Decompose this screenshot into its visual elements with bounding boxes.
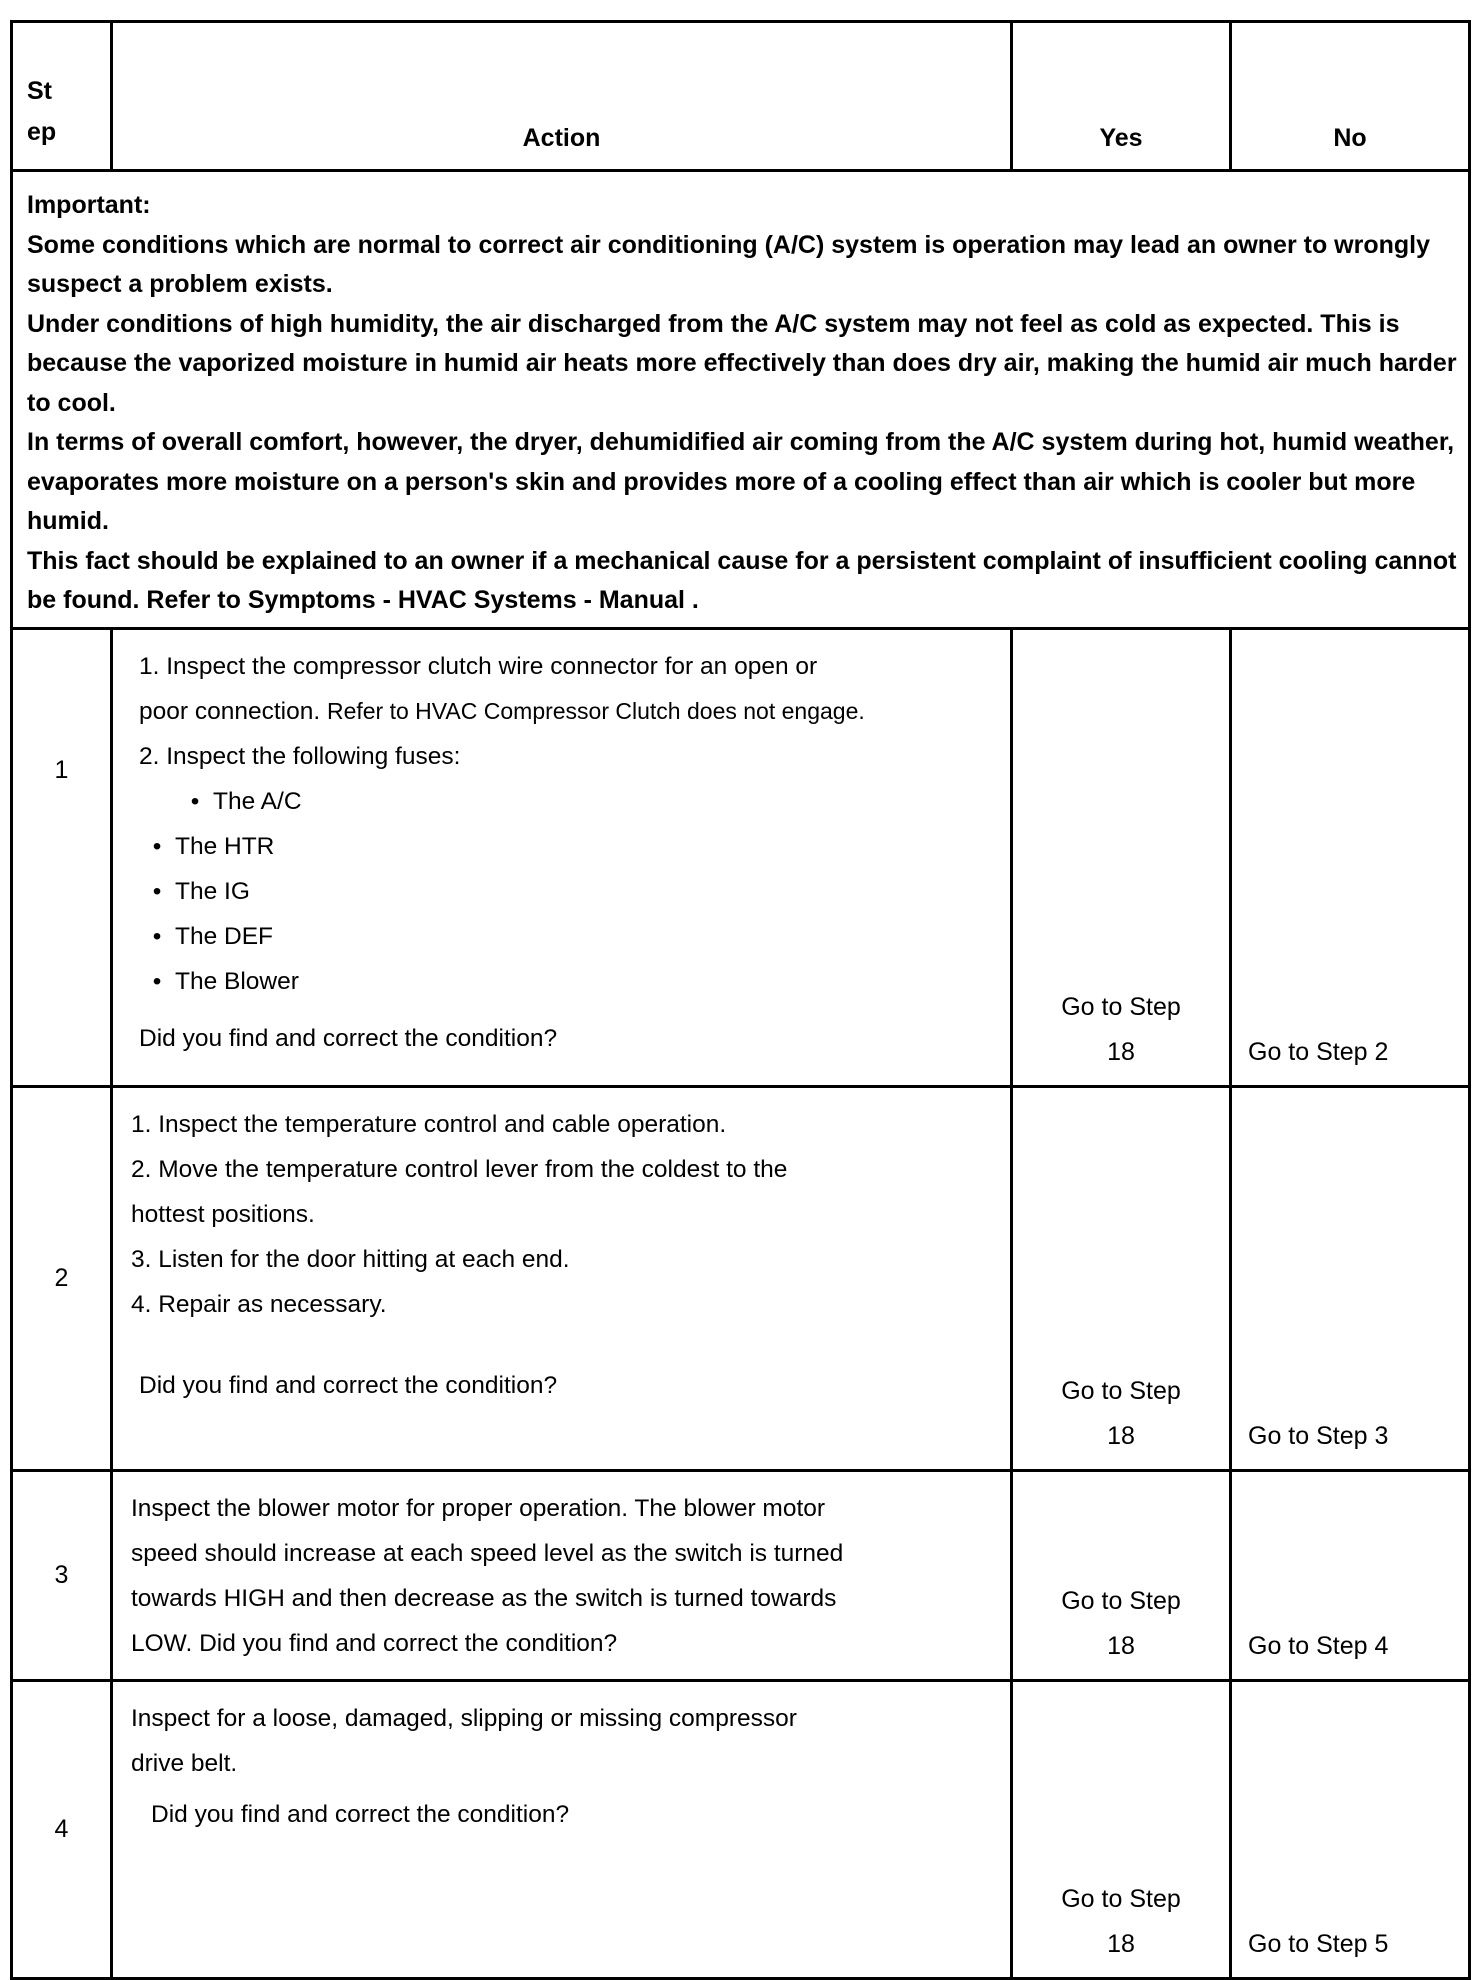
step-yes: Go to Step 18: [1012, 1470, 1231, 1680]
step-action: [112, 1680, 1012, 1978]
fuse-item: • The DEF: [131, 914, 998, 959]
important-row: [12, 171, 1470, 629]
action-line: 4. Repair as necessary.: [131, 1290, 387, 1318]
header-step: St ep: [12, 22, 112, 171]
action-line: 2. Inspect the following fuses:: [139, 742, 461, 770]
important-paragraph: In terms of overall comfort, however, the dryer, dehumidified air coming from the A/C system during hot, humid weather, evaporates more moisture on a person's skin and provides more of a cooling effect than air which is cooler but more humid.: [27, 428, 1455, 535]
action-question: Did you find and correct the condition?: [151, 1800, 570, 1828]
important-note: [12, 171, 1470, 629]
header-action: Action: [112, 22, 1012, 171]
action-line: drive belt.: [131, 1749, 238, 1777]
step-no: Go to Step 4: [1231, 1470, 1470, 1680]
step-no: Go to Step 3: [1231, 1086, 1470, 1470]
action-line: 1. Inspect the temperature control and cable operation.: [131, 1110, 727, 1138]
step-action: [112, 1470, 1012, 1680]
action-reference: Refer to HVAC Compressor Clutch does not engage.: [326, 697, 865, 724]
table-row: [12, 1470, 1470, 1680]
action-line: 3. Listen for the door hitting at each end.: [131, 1245, 570, 1273]
fuse-item: • The A/C: [131, 779, 998, 824]
fuse-item: • The IG: [131, 869, 998, 914]
fuse-item: • The HTR: [131, 824, 998, 869]
diagnostic-table-page: [10, 20, 1468, 1980]
header-row: [12, 22, 1470, 171]
header-yes: Yes: [1012, 22, 1231, 171]
step-number: 4: [12, 1680, 112, 1978]
important-paragraph: Under conditions of high humidity, the air discharged from the A/C system may not feel as cold as expected. This is because the vaporized moisture in humid air heats more effectively than does dry air, making the humid air much harder to cool.: [27, 309, 1457, 417]
important-paragraph: Some conditions which are normal to correct air conditioning (A/C) system is operation may lead an owner to wrongly suspect a problem exists.: [27, 230, 1431, 298]
action-question: Did you find and correct the condition?: [139, 1024, 558, 1052]
step-number: 2: [12, 1086, 112, 1470]
step-yes: Go to Step 18: [1012, 1680, 1231, 1978]
step-action: [112, 628, 1012, 1086]
step-number: 1: [12, 628, 112, 1086]
action-line: Inspect for a loose, damaged, slipping or missing compressor: [131, 1704, 797, 1732]
action-question: Did you find and correct the condition?: [139, 1371, 558, 1399]
step-action: [112, 1086, 1012, 1470]
step-yes: Go to Step 18: [1012, 1086, 1231, 1470]
table-row: [12, 1680, 1470, 1978]
action-line: 2. Move the temperature control lever from the coldest to the: [131, 1155, 788, 1183]
action-line: Inspect the blower motor for proper operation. The blower motor: [131, 1494, 826, 1522]
step-yes: Go to Step 18: [1012, 628, 1231, 1086]
action-line: towards HIGH and then decrease as the switch is turned towards: [131, 1584, 837, 1612]
header-no: No: [1231, 22, 1470, 171]
table-row: [12, 628, 1470, 1086]
diagnostic-table: [10, 20, 1471, 1980]
fuse-item: • The Blower: [131, 959, 998, 1004]
action-line: hottest positions.: [131, 1200, 315, 1228]
table-row: [12, 1086, 1470, 1470]
action-line: speed should increase at each speed level as the switch is turned: [131, 1539, 844, 1567]
important-label: Important:: [27, 191, 151, 219]
step-number: 3: [12, 1470, 112, 1680]
step-no: Go to Step 5: [1231, 1680, 1470, 1978]
action-line: LOW. Did you find and correct the condition?: [131, 1629, 618, 1657]
step-no: Go to Step 2: [1231, 628, 1470, 1086]
important-paragraph: This fact should be explained to an owner if a mechanical cause for a persistent complaint of insufficient cooling cannot be found. Refer to Symptoms - HVAC Systems - Manual .: [27, 546, 1457, 614]
action-line: poor connection. Refer to HVAC Compressor Clutch does not engage.: [139, 697, 865, 725]
action-line: 1. Inspect the compressor clutch wire connector for an open or: [139, 652, 818, 680]
